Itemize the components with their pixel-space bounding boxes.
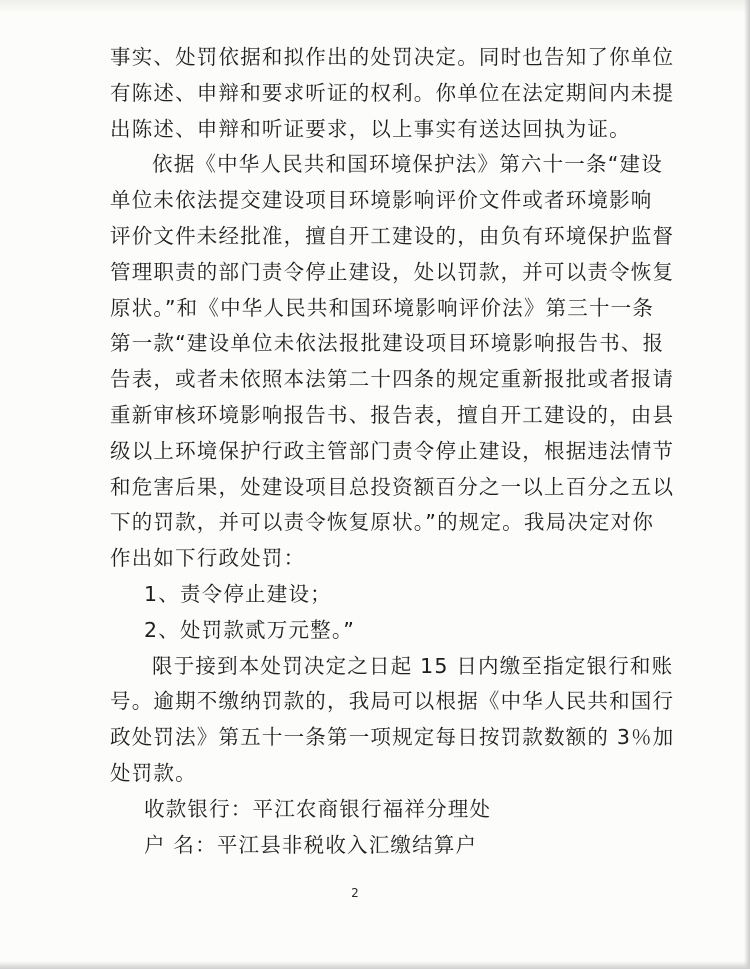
- text-line: 处罚款。: [110, 760, 197, 785]
- text-line: 出陈述、申辩和听证要求，以上事实有送达回执为证。: [110, 116, 631, 141]
- bank-line: 收款银行：平江农商银行福祥分理处: [144, 796, 492, 821]
- text-line: 2、处罚款贰万元整。”: [144, 617, 356, 642]
- text-line: 管理职责的部门责令停止建设，处以罚款，并可以责令恢复: [110, 259, 675, 284]
- text-line: 有陈述、申辩和要求听证的权利。你单位在法定期间内未提: [110, 80, 675, 105]
- text-line: 原状。”和《中华人民共和国环境影响评价法》第三十一条: [110, 295, 655, 320]
- account-line: 户 名：平江县非税收入汇缴结算户: [144, 832, 478, 857]
- scan-shadow-bottom: [0, 961, 750, 969]
- text-line: 下的罚款，并可以责令恢复原状。”的规定。我局决定对你: [110, 510, 655, 535]
- text-line: 政处罚法》第五十一条第一项规定每日按罚款数额的 3％加: [110, 725, 675, 750]
- text-line: 和危害后果，处建设项目总投资额百分之一以上百分之五以: [110, 474, 675, 499]
- text-line: 级以上环境保护行政主管部门责令停止建设，根据违法情节: [110, 438, 675, 463]
- text-line: 1、责令停止建设；: [144, 581, 332, 606]
- text-line: 评价文件未经批准，擅自开工建设的，由负有环境保护监督: [110, 223, 675, 248]
- text-line: 限于接到本处罚决定之日起 15 日内缴至指定银行和账: [152, 653, 674, 678]
- text-line: 作出如下行政处罚：: [110, 546, 306, 571]
- scan-shadow-right: [744, 0, 750, 969]
- text-line: 依据《中华人民共和国环境保护法》第六十一条“建设: [152, 152, 663, 177]
- text-line: 号。逾期不缴纳罚款的，我局可以根据《中华人民共和国行: [110, 689, 675, 714]
- document-body: [110, 40, 675, 863]
- text-line: 单位未依法提交建设项目环境影响评价文件或者环境影响: [110, 188, 653, 213]
- page-number: 2: [351, 886, 359, 900]
- text-line: 事实、处罚依据和拟作出的处罚决定。同时也告知了你单位: [110, 45, 675, 69]
- scan-shadow-top: [0, 0, 750, 14]
- text-line: 第一款“建设单位未依法报批建设项目环境影响报告书、报: [110, 331, 665, 356]
- text-line: 告表，或者未依照本法第二十四条的规定重新报批或者报请: [110, 367, 675, 392]
- text-line: 重新审核环境影响报告书、报告表，擅自开工建设的，由县: [110, 402, 675, 427]
